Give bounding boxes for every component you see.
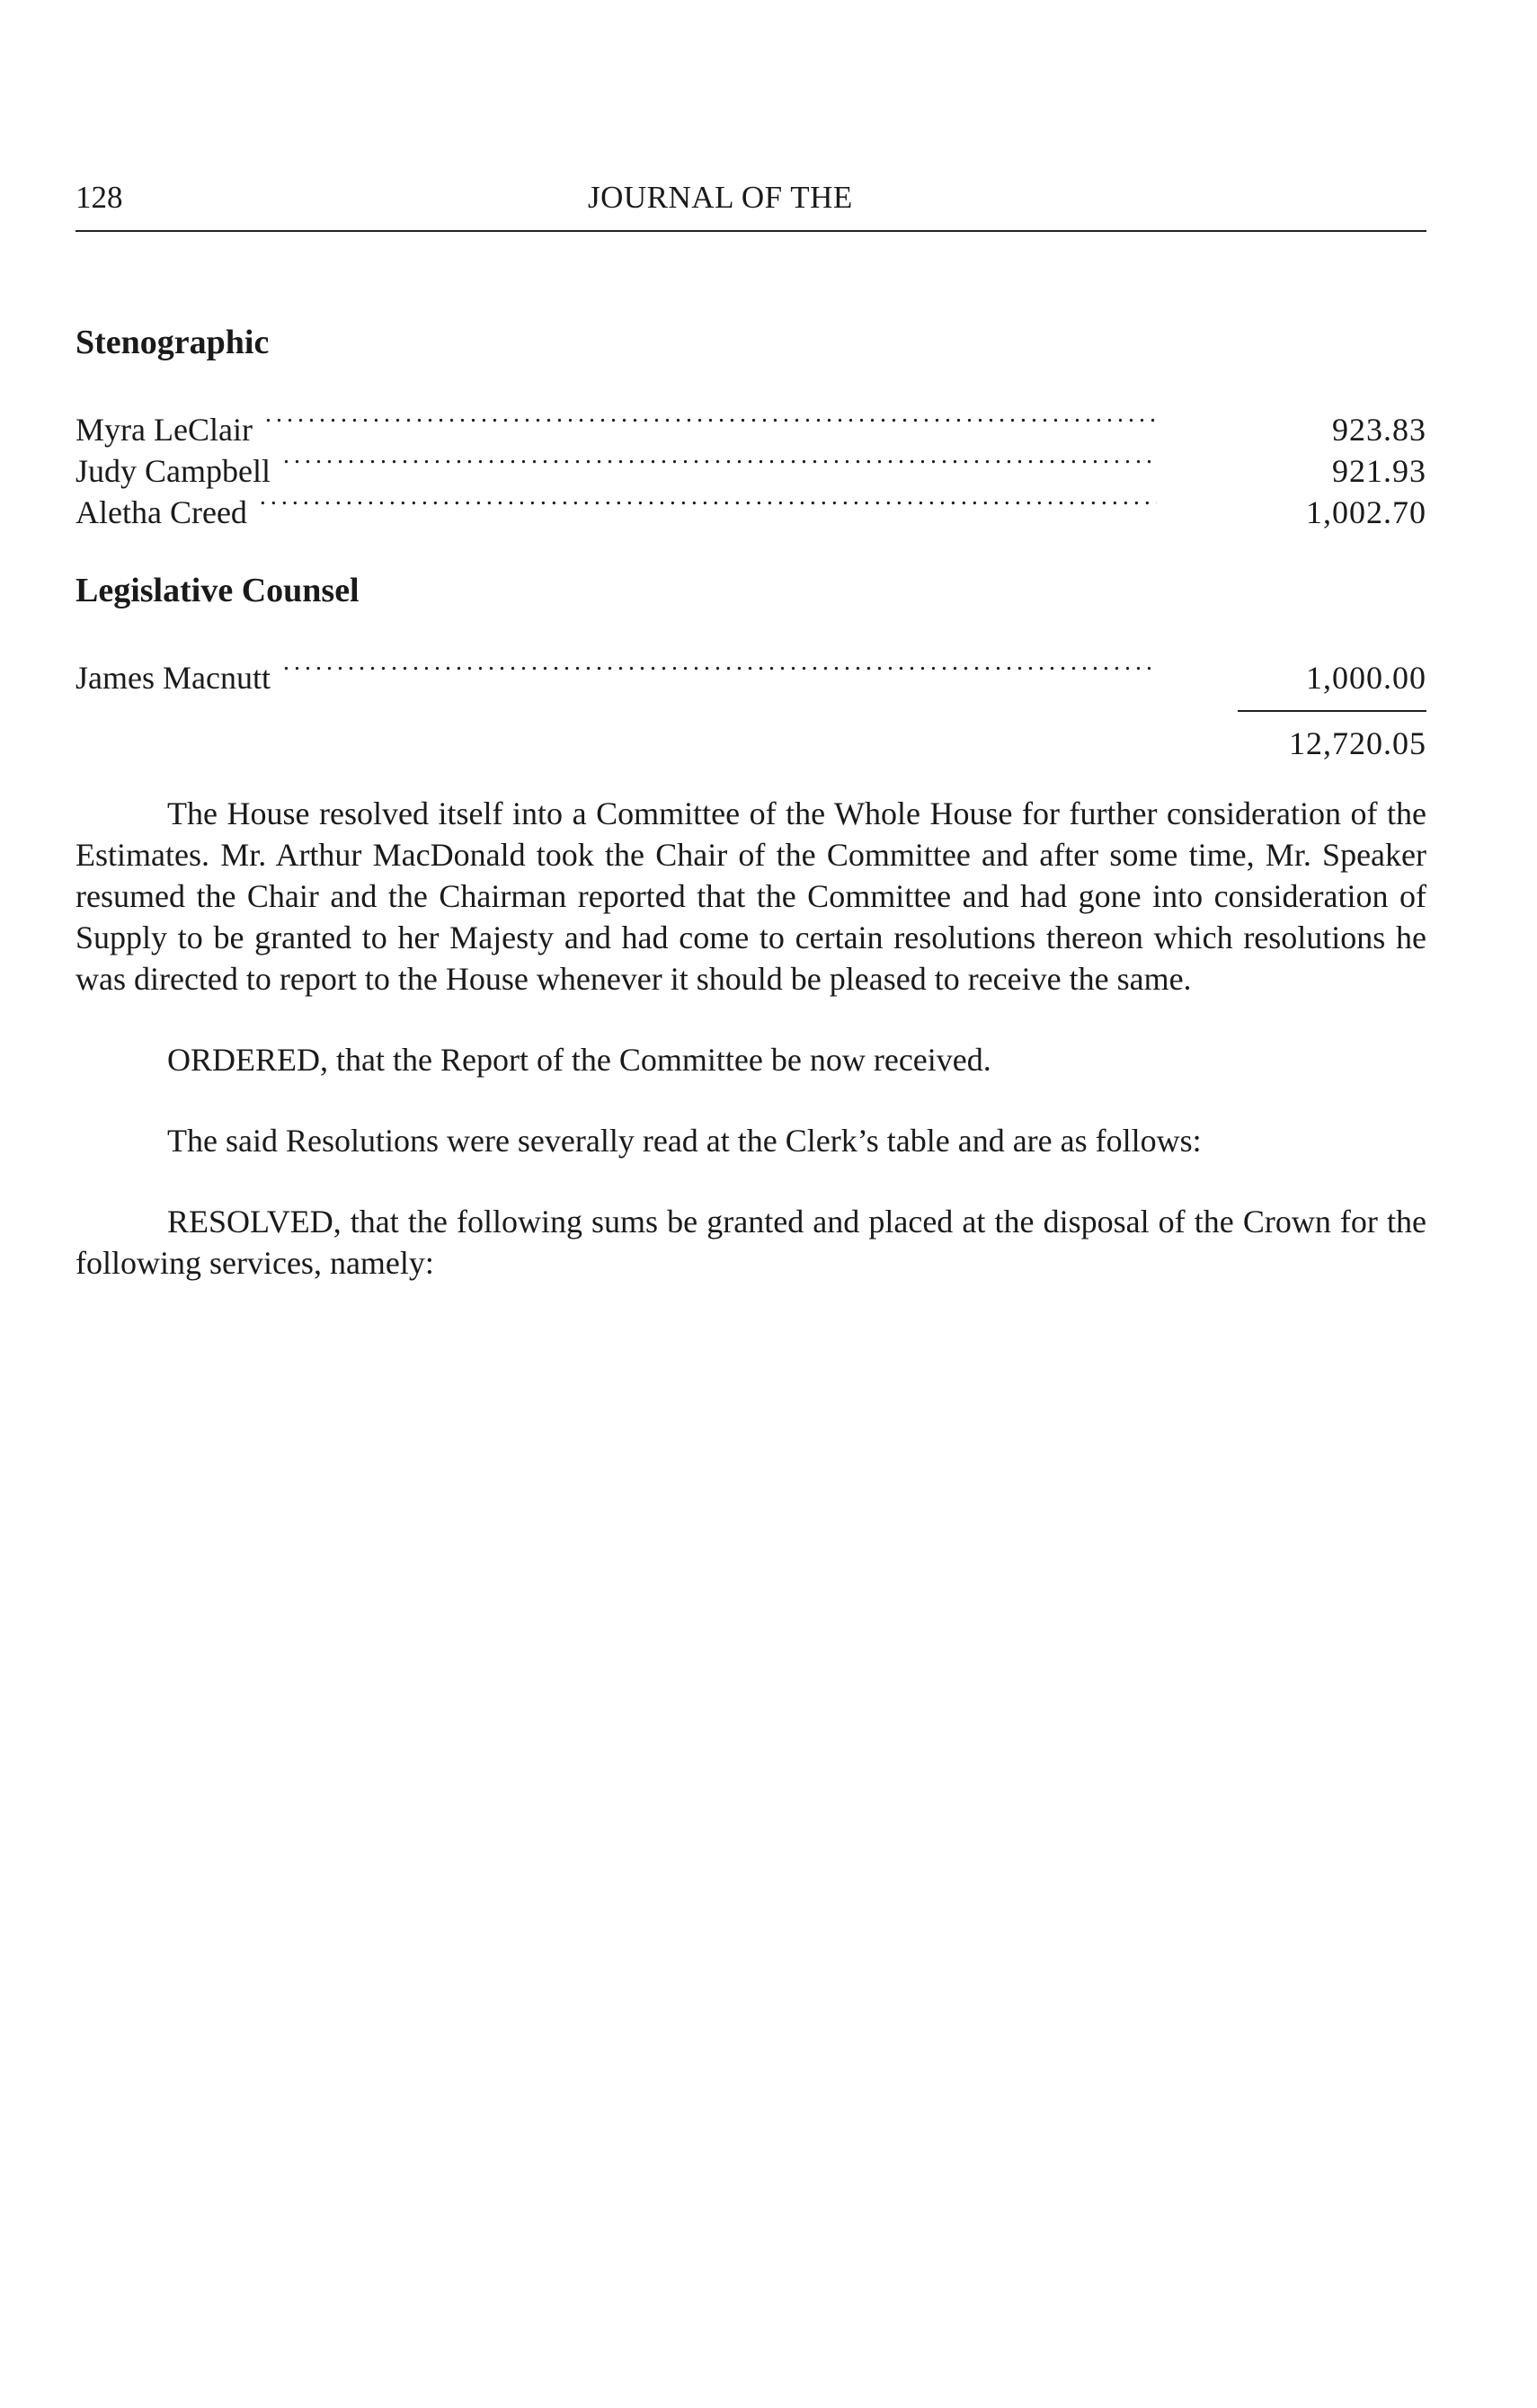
total-rule <box>1238 710 1426 712</box>
header-rule <box>76 230 1426 232</box>
resolved-paragraph: RESOLVED, that the following sums be granted and placed at the disposal of the Crown for the following services, namely: <box>76 1204 1426 1281</box>
item-amount: 923.83 <box>1332 412 1426 448</box>
running-title: JOURNAL OF THE <box>588 180 853 215</box>
dot-leader <box>260 482 1157 523</box>
dot-leader <box>283 440 1157 482</box>
list-item <box>76 647 1426 696</box>
committee-paragraph: The House resolved itself into a Committee of the Whole House for further consideration of the Estimates. Mr. Arthur MacDonald took the Chair of the Committee and after some time, Mr. Speaker resumed the Chair and the Chairman reported that the Committee and had gone into consideration of Supply to be granted to her Majesty and had come to certain resolutions thereon which resolutions he was directed to report to the House whenever it should be pleased to receive the same. <box>76 795 1426 997</box>
section-heading-legislative-counsel: Legislative Counsel <box>76 572 360 609</box>
item-amount: 1,000.00 <box>1306 660 1426 696</box>
item-name: James Macnutt <box>76 660 271 696</box>
section-heading-stenographic: Stenographic <box>76 324 270 361</box>
page-number: 128 <box>76 180 123 215</box>
legislative-counsel-list <box>76 647 1426 696</box>
list-item <box>76 440 1426 489</box>
list-item <box>76 482 1426 530</box>
item-name: Judy Campbell <box>76 453 271 489</box>
item-name: Aletha Creed <box>76 494 247 530</box>
total-amount: 12,720.05 <box>1289 725 1426 761</box>
journal-page <box>76 171 1426 1284</box>
list-item <box>76 399 1426 448</box>
ordered-paragraph: ORDERED, that the Report of the Committee be now received. <box>167 1042 991 1078</box>
item-amount: 921.93 <box>1332 453 1426 489</box>
item-name: Myra LeClair <box>76 412 253 448</box>
running-head <box>76 171 1426 225</box>
stenographic-list <box>76 399 1426 530</box>
dot-leader <box>283 647 1157 689</box>
resolutions-paragraph: The said Resolutions were severally read at the Clerk’s table and are as follows: <box>167 1123 1202 1159</box>
dot-leader <box>265 399 1157 440</box>
item-amount: 1,002.70 <box>1306 494 1426 530</box>
